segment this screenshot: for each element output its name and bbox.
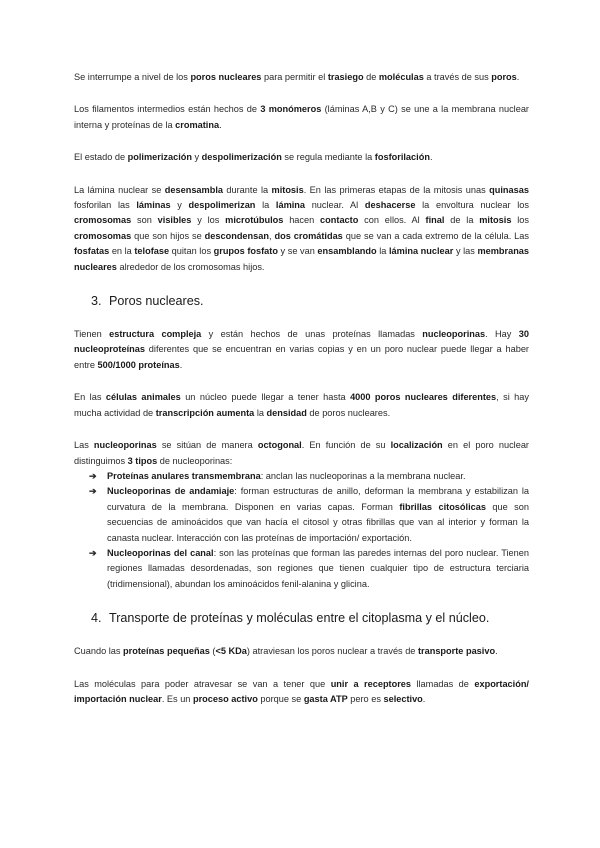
bold-term: Nucleoporinas de andamiaje	[107, 486, 235, 497]
bold-term: células animales	[105, 392, 181, 403]
text-run: en la	[109, 246, 135, 257]
bold-term: transporte pasivo	[417, 646, 496, 657]
section-heading-4	[74, 609, 529, 627]
bold-term: nucleoporinas	[422, 329, 486, 340]
text-run: Los filamentos intermedios están hechos de	[74, 104, 261, 115]
bold-term: gasta ATP	[303, 693, 348, 704]
text-run: durante la	[222, 184, 272, 195]
text-run: pero es	[347, 693, 384, 704]
text-run: Se interrumpe a nivel de los	[74, 72, 191, 82]
bold-term: despolimerización	[201, 152, 282, 163]
text-run: un núcleo puede llegar a tener hasta	[180, 392, 351, 403]
text-run: diferentes que se encuentran en varias copias y en un poro nuclear puede llegar a haber entre	[74, 344, 529, 370]
text-run: de nucleoporinas:	[157, 455, 233, 466]
paragraph-polymerization	[74, 150, 529, 165]
bold-term: final	[425, 215, 445, 226]
text-run: se regula mediante la	[281, 152, 375, 163]
arrow-right-icon: ➔	[89, 547, 97, 558]
arrow-right-icon: ➔	[89, 470, 97, 481]
text-run: la	[254, 407, 267, 418]
bold-term: fosforilación	[374, 152, 430, 163]
text-run: nuclear. Al	[305, 200, 365, 211]
bold-term: Nucleoporinas del canal	[107, 547, 214, 558]
bold-term: selectivo	[383, 693, 423, 704]
list-item-text	[107, 486, 529, 542]
text-run: .	[219, 119, 222, 130]
bold-term: Proteínas anulares transmembrana	[107, 470, 261, 481]
text-run: : son las proteínas que forman las paredes internas del poro nuclear. Tienen regiones llamadas desordenadas, son regiones que tienen cualquier tipo de estructura terciaria (tridimensional), abundan los aminoácidos fenil-alanina y glicina.	[107, 547, 529, 589]
bold-term: microtúbulos	[225, 215, 284, 226]
text-run: y	[191, 152, 202, 163]
bold-term: 3 tipos	[127, 455, 158, 466]
text-run: . Hay	[485, 329, 519, 340]
list-item-text	[107, 548, 529, 589]
text-run: llamadas de	[411, 678, 475, 689]
text-run: que se van a cada extremo de la célula. Las	[342, 230, 529, 241]
text-run: ,	[269, 230, 275, 241]
list-item	[74, 546, 529, 592]
text-run: Cuando las	[74, 646, 124, 657]
bold-term: cromosomas	[74, 230, 132, 241]
section-title: Poros nucleares.	[109, 294, 204, 309]
bold-term: mitosis	[479, 215, 512, 226]
bold-term: desensambla	[164, 184, 223, 195]
paragraph-animal-cells	[74, 390, 529, 421]
text-run: a través de sus	[423, 72, 492, 82]
bold-term: unir a receptores	[330, 678, 412, 689]
bold-term: octogonal	[257, 440, 302, 451]
bold-term: proteínas pequeñas	[123, 646, 210, 657]
text-run: que son secuencias de aminoácidos que van hacía el citosol y otras fibrillas que van al interior y forman la canasta nuclear. Interacción con las proteínas de importación/ exportación.	[107, 501, 529, 543]
text-run: hacen	[283, 215, 321, 226]
list-item	[74, 469, 529, 484]
text-run: la	[255, 200, 276, 211]
bold-term: grupos fosfato	[213, 246, 278, 257]
bold-term: localización	[390, 440, 443, 451]
bold-term: poros	[491, 72, 517, 82]
bold-term: moléculas	[378, 72, 424, 82]
text-run: : forman estructuras de anillo, deforman la membrana y estabilizan la curvatura de la membrana. Disponen en varias capas. Forman	[107, 486, 529, 512]
text-run: .	[516, 72, 520, 82]
text-run: los	[511, 215, 529, 226]
text-run: para permitir el	[261, 72, 328, 82]
text-run: .	[495, 646, 498, 657]
bold-term: cromatina	[175, 119, 220, 130]
bold-term: 500/1000 proteínas	[97, 359, 180, 370]
paragraph-passive-transport	[74, 644, 529, 659]
text-run: y se van	[277, 246, 318, 257]
nucleoporin-type-list	[74, 469, 529, 592]
bold-term: polimerización	[127, 152, 192, 163]
text-run: : anclan las nucleoporinas a la membrana nuclear.	[260, 470, 466, 481]
bold-term: cromosomas	[74, 215, 132, 226]
text-run: y las	[453, 246, 478, 257]
bold-term: 3 monómeros	[260, 104, 322, 115]
bold-term: quinasas	[489, 184, 529, 195]
bold-term: proceso activo	[192, 693, 258, 704]
bold-term: 30 nucleoproteínas	[74, 329, 529, 355]
text-run: , si hay mucha actividad de	[74, 392, 529, 418]
text-run: quitan los	[169, 246, 214, 257]
text-run: alrededor de los cromosomas hijos.	[116, 261, 265, 272]
text-run: Las	[74, 440, 94, 451]
text-run: El estado de	[74, 152, 128, 163]
paragraph-nucleoporin-types	[74, 438, 529, 469]
text-run: de	[363, 72, 379, 82]
bold-term: estructura compleja	[109, 329, 202, 340]
bold-term: lámina	[275, 200, 306, 211]
bold-term: trasiego	[327, 72, 364, 82]
bold-term: ensamblando	[317, 246, 377, 257]
text-run: la envoltura nuclear los	[415, 200, 529, 211]
text-run: . Es un	[161, 693, 193, 704]
section-heading-3	[74, 292, 529, 310]
text-run: . En función de su	[301, 440, 391, 451]
text-run: son	[131, 215, 158, 226]
section-title: Transporte de proteínas y moléculas entre el citoplasma y el núcleo.	[109, 611, 490, 626]
text-run: que son hijos se	[131, 230, 205, 241]
text-run: Las moléculas para poder atravesar se van a tener que	[74, 678, 331, 689]
text-run: La lámina nuclear se	[74, 184, 165, 195]
bold-term: poros nucleares	[190, 72, 262, 82]
bold-term: mitosis	[271, 184, 304, 195]
text-run: ) atraviesan los poros nuclear a través de	[246, 646, 418, 657]
text-run: con ellos. Al	[358, 215, 426, 226]
text-run: de la	[444, 215, 480, 226]
bold-term: descondensan	[204, 230, 269, 241]
bold-term: despolimerizan	[188, 200, 256, 211]
bold-term: transcripción aumenta	[155, 407, 255, 418]
bold-term: membranas nucleares	[74, 246, 530, 272]
bold-term: dos cromátidas	[274, 230, 343, 241]
bold-term: telofase	[134, 246, 170, 257]
bold-term: <5 KDa	[215, 646, 247, 657]
text-run: de poros nucleares.	[306, 407, 391, 418]
text-run: (láminas A,B y C) se une a la membrana nuclear interna y proteínas de la	[74, 104, 529, 130]
text-run: la	[376, 246, 389, 257]
bold-term: visibles	[157, 215, 192, 226]
paragraph-lamina-mitosis	[74, 183, 529, 275]
paragraph-nucleoporins-structure	[74, 327, 529, 373]
bold-term: densidad	[266, 407, 307, 418]
arrow-right-icon: ➔	[89, 486, 97, 497]
text-run: .	[422, 693, 426, 704]
section-number: 4.	[91, 611, 102, 626]
bold-term: deshacerse	[364, 200, 416, 211]
text-run: y	[170, 200, 189, 211]
list-item-text	[107, 471, 466, 481]
text-run: se sitúan de manera	[156, 440, 258, 451]
bold-term: contacto	[320, 215, 359, 226]
text-run: en el poro nuclear distinguimos	[74, 440, 529, 466]
bold-term: fibrillas citosólicas	[399, 501, 486, 512]
text-run: (	[209, 646, 216, 657]
bold-term: lámina nuclear	[388, 246, 454, 257]
bold-term: láminas	[136, 200, 171, 211]
list-item	[74, 484, 529, 546]
text-run: .	[429, 152, 433, 163]
paragraph-nuclear-pores-trasiego	[74, 70, 529, 85]
text-run: fosforilan las	[74, 200, 137, 211]
paragraph-intermediate-filaments	[74, 102, 529, 133]
text-run: .	[179, 359, 183, 370]
text-run: porque se	[257, 693, 304, 704]
text-run: y están hechos de unas proteínas llamadas	[201, 329, 423, 340]
bold-term: 4000 poros nucleares diferentes	[350, 392, 497, 403]
bold-term: nucleoporinas	[93, 440, 157, 451]
text-run: Tienen	[74, 329, 110, 340]
bold-term: fosfatas	[74, 246, 110, 257]
bold-term: exportación/ importación nuclear	[74, 678, 529, 704]
text-run: . En las primeras etapas de la mitosis unas	[303, 184, 490, 195]
paragraph-active-transport	[74, 677, 529, 708]
text-run: En las	[74, 392, 106, 403]
section-number: 3.	[91, 294, 102, 309]
text-run: y los	[191, 215, 226, 226]
document-page	[74, 70, 529, 707]
